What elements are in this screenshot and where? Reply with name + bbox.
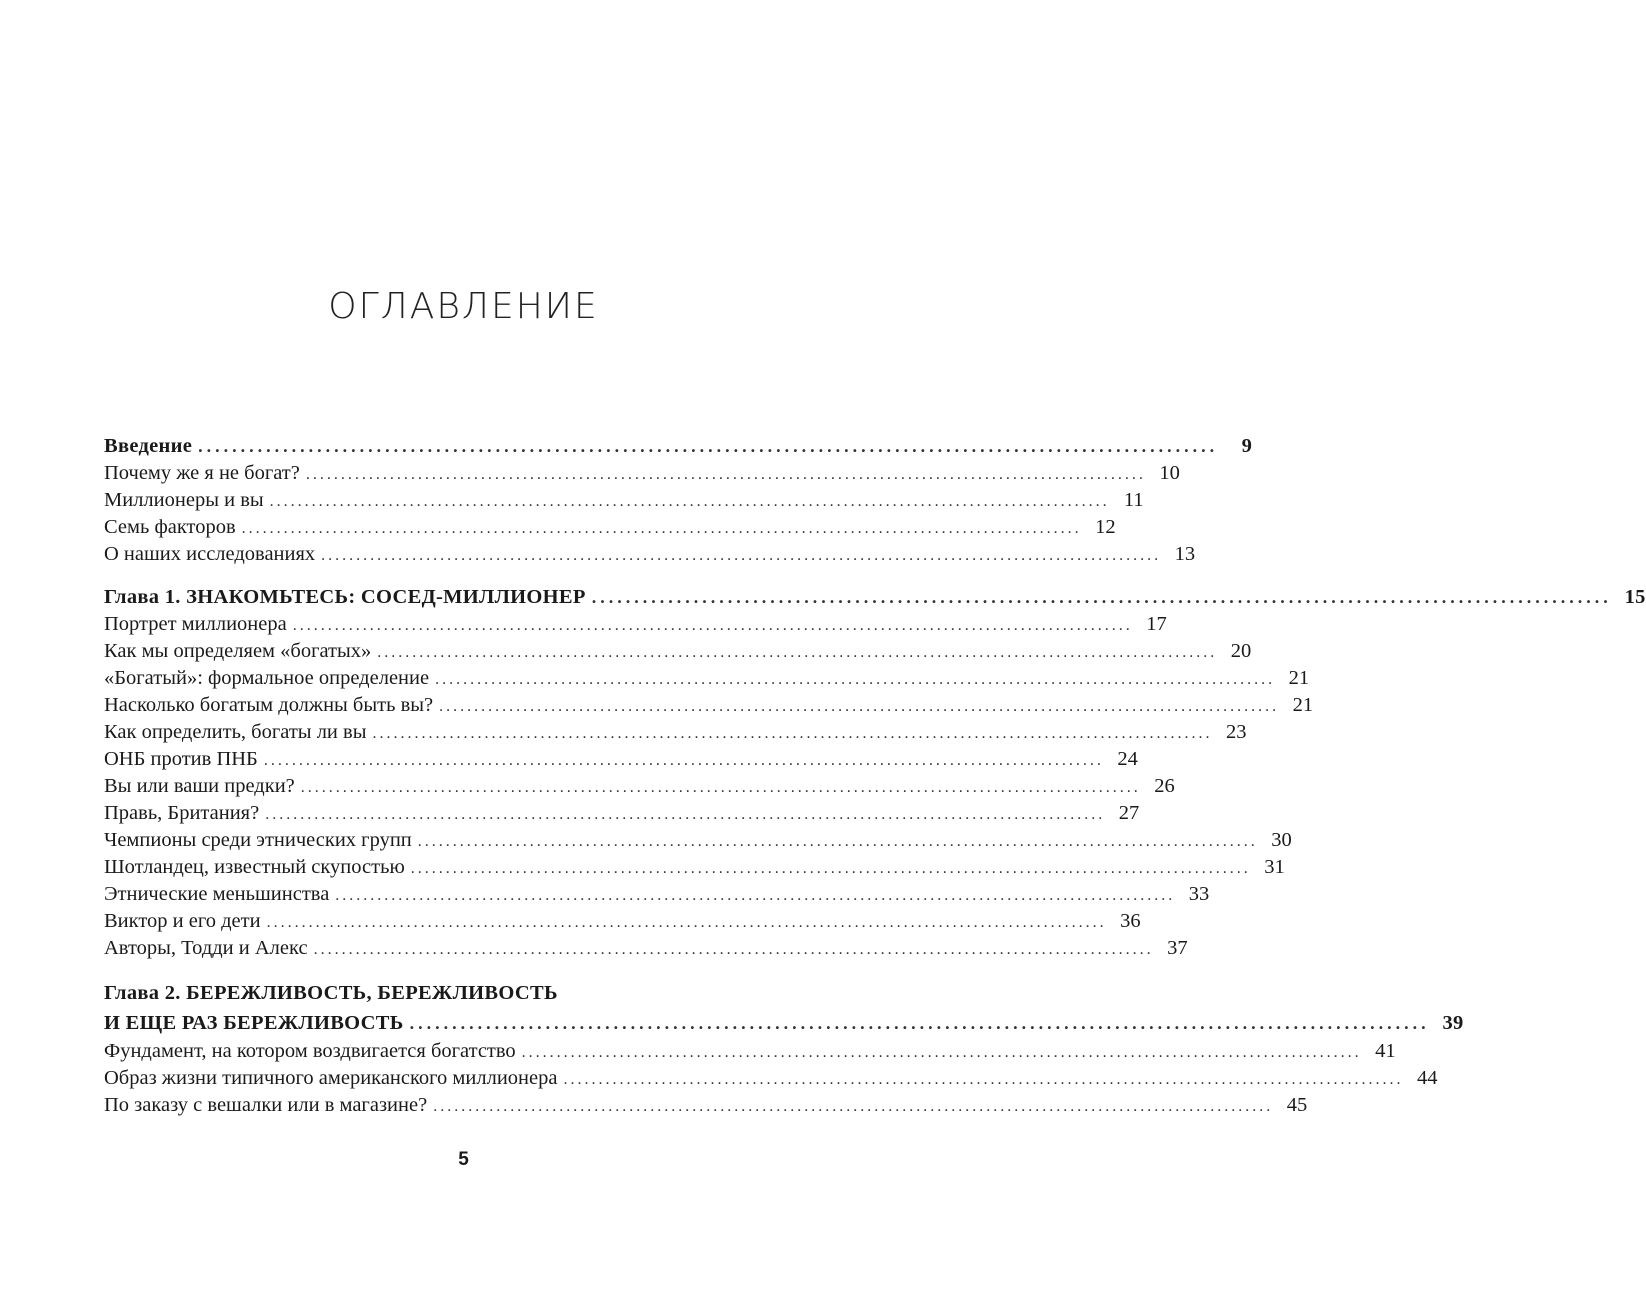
toc-entry-title: Этнические меньшинства [104, 883, 330, 905]
toc-entry[interactable] [104, 692, 1314, 719]
dot-leader: ........................................................................................................................ [321, 547, 1162, 564]
toc-entry[interactable] [104, 908, 1141, 935]
toc-entry[interactable] [104, 773, 1175, 800]
toc-entry[interactable] [104, 665, 1310, 692]
toc-entry-title: Вы или ваши предки? [104, 775, 295, 797]
toc-entry-title: Портрет миллионера [104, 613, 287, 635]
toc-entry-page: 30 [1271, 829, 1292, 851]
dot-leader: ........................................................................................................................ [266, 914, 1107, 931]
toc-entry[interactable] [104, 460, 1180, 487]
dot-leader: ........................................................................................................................ [198, 436, 1219, 456]
toc-entry-title: Фундамент, на котором воздвигается богатство [104, 1040, 516, 1062]
toc-group-intro [104, 433, 1253, 568]
toc-entry-page: 44 [1416, 1067, 1438, 1089]
toc-heading-chapter-2-line-2[interactable] [104, 1008, 1464, 1038]
toc-heading-title: Глава 2. БЕРЕЖЛИВОСТЬ, БЕРЕЖЛИВОСТЬ [104, 982, 558, 1004]
toc-heading-page: 9 [1241, 435, 1253, 457]
toc-entry-title: Чемпионы среди этнических групп [104, 829, 412, 851]
toc-entry[interactable] [104, 541, 1196, 568]
toc-heading-chapter-1[interactable] [104, 584, 1646, 611]
toc-entry-title: Шотландец, известный скупостью [104, 856, 405, 878]
toc-entry-title: Правь, Британия? [104, 802, 260, 824]
dot-leader: ........................................................................................................................ [521, 1044, 1362, 1061]
toc-entry-title: Как мы определяем «богатых» [104, 640, 372, 662]
dot-leader: ........................................................................................................................ [591, 587, 1612, 607]
page-number: 5 [458, 1149, 469, 1170]
toc-entry-page: 21 [1288, 667, 1310, 689]
toc-entry[interactable] [104, 514, 1116, 541]
toc-entry[interactable] [104, 827, 1292, 854]
toc-entry-page: 10 [1159, 462, 1180, 484]
toc-entry-page: 21 [1292, 694, 1314, 716]
dot-leader: ........................................................................................................................ [377, 644, 1218, 661]
toc-entry-page: 12 [1095, 516, 1116, 538]
dot-leader: ........................................................................................................................ [300, 779, 1141, 796]
toc-entry[interactable] [104, 800, 1140, 827]
toc-entry-page: 31 [1264, 856, 1285, 878]
dot-leader: ........................................................................................................................ [435, 671, 1276, 688]
toc-entry[interactable] [104, 1038, 1396, 1065]
toc-heading-page: 39 [1442, 1012, 1464, 1034]
dot-leader: ........................................................................................................................ [563, 1071, 1404, 1088]
toc-entry-title: ОНБ против ПНБ [104, 748, 258, 770]
toc-entry-title: Почему же я не богат? [104, 462, 300, 484]
toc-heading-title: Введение [104, 435, 193, 457]
toc-entry-page: 41 [1375, 1040, 1396, 1062]
table-of-contents [104, 433, 1646, 1135]
toc-entry[interactable] [104, 611, 1167, 638]
toc-entry-title: Авторы, Тодди и Алекс [104, 937, 308, 959]
toc-entry[interactable] [104, 487, 1144, 514]
toc-heading-title: И ЕЩЕ РАЗ БЕРЕЖЛИВОСТЬ [104, 1012, 404, 1034]
toc-entry-page: 37 [1167, 937, 1188, 959]
toc-entry[interactable] [104, 854, 1285, 881]
toc-entry-title: Образ жизни типичного американского миллионера [104, 1067, 558, 1089]
toc-entry[interactable] [104, 881, 1210, 908]
toc-heading-title: Глава 1. ЗНАКОМЬТЕСЬ: СОСЕД-МИЛЛИОНЕР [104, 586, 586, 608]
toc-entry[interactable] [104, 719, 1247, 746]
toc-entry-page: 20 [1230, 640, 1252, 662]
toc-heading-page: 15 [1624, 586, 1646, 608]
toc-entry-title: Миллионеры и вы [104, 489, 264, 511]
dot-leader: ........................................................................................................................ [409, 1013, 1430, 1033]
dot-leader: ........................................................................................................................ [335, 887, 1176, 904]
toc-entry-title: Виктор и его дети [104, 910, 261, 932]
toc-entry-title: Семь факторов [104, 516, 236, 538]
dot-leader: ........................................................................................................................ [410, 860, 1251, 877]
toc-entry-page: 45 [1286, 1094, 1308, 1116]
dot-leader: ........................................................................................................................ [372, 725, 1213, 742]
toc-entry[interactable] [104, 746, 1138, 773]
toc-entry[interactable] [104, 1092, 1308, 1119]
toc-entry-title: «Богатый»: формальное определение [104, 667, 430, 689]
dot-leader: ........................................................................................................................ [292, 617, 1133, 634]
toc-entry[interactable] [104, 1065, 1438, 1092]
toc-entry-page: 24 [1117, 748, 1138, 770]
toc-entry-page: 33 [1188, 883, 1210, 905]
toc-group-chapter-1 [104, 584, 1646, 962]
toc-entry-page: 26 [1154, 775, 1175, 797]
toc-entry-title: По заказу с вешалки или в магазине? [104, 1094, 428, 1116]
dot-leader: ........................................................................................................................ [433, 1098, 1274, 1115]
toc-entry-title: О наших исследованиях [104, 543, 316, 565]
toc-entry-page: 23 [1225, 721, 1247, 743]
toc-entry-page: 11 [1123, 489, 1144, 511]
dot-leader: ........................................................................................................................ [263, 752, 1104, 769]
dot-leader: ........................................................................................................................ [305, 466, 1146, 483]
toc-entry-title: Насколько богатым должны быть вы? [104, 694, 434, 716]
toc-entry-title: Как определить, богаты ли вы [104, 721, 367, 743]
toc-heading-intro[interactable] [104, 433, 1253, 460]
dot-leader: ........................................................................................................................ [269, 493, 1110, 510]
toc-entry[interactable] [104, 935, 1188, 962]
dot-leader: ........................................................................................................................ [313, 941, 1154, 958]
toc-heading-chapter-2-line-1[interactable] [104, 978, 750, 1008]
dot-leader: ........................................................................................................................ [241, 520, 1082, 537]
dot-leader: ........................................................................................................................ [417, 833, 1258, 850]
toc-entry-page: 36 [1120, 910, 1141, 932]
dot-leader: ........................................................................................................................ [439, 698, 1280, 715]
toc-entry-page: 27 [1118, 802, 1140, 824]
toc-entry-page: 13 [1174, 543, 1196, 565]
toc-group-chapter-2 [104, 978, 1464, 1119]
dot-leader: ........................................................................................................................ [265, 806, 1106, 823]
toc-entry-page: 17 [1146, 613, 1167, 635]
page-title: ОГЛАВЛЕНИЕ [328, 286, 599, 327]
toc-entry[interactable] [104, 638, 1252, 665]
